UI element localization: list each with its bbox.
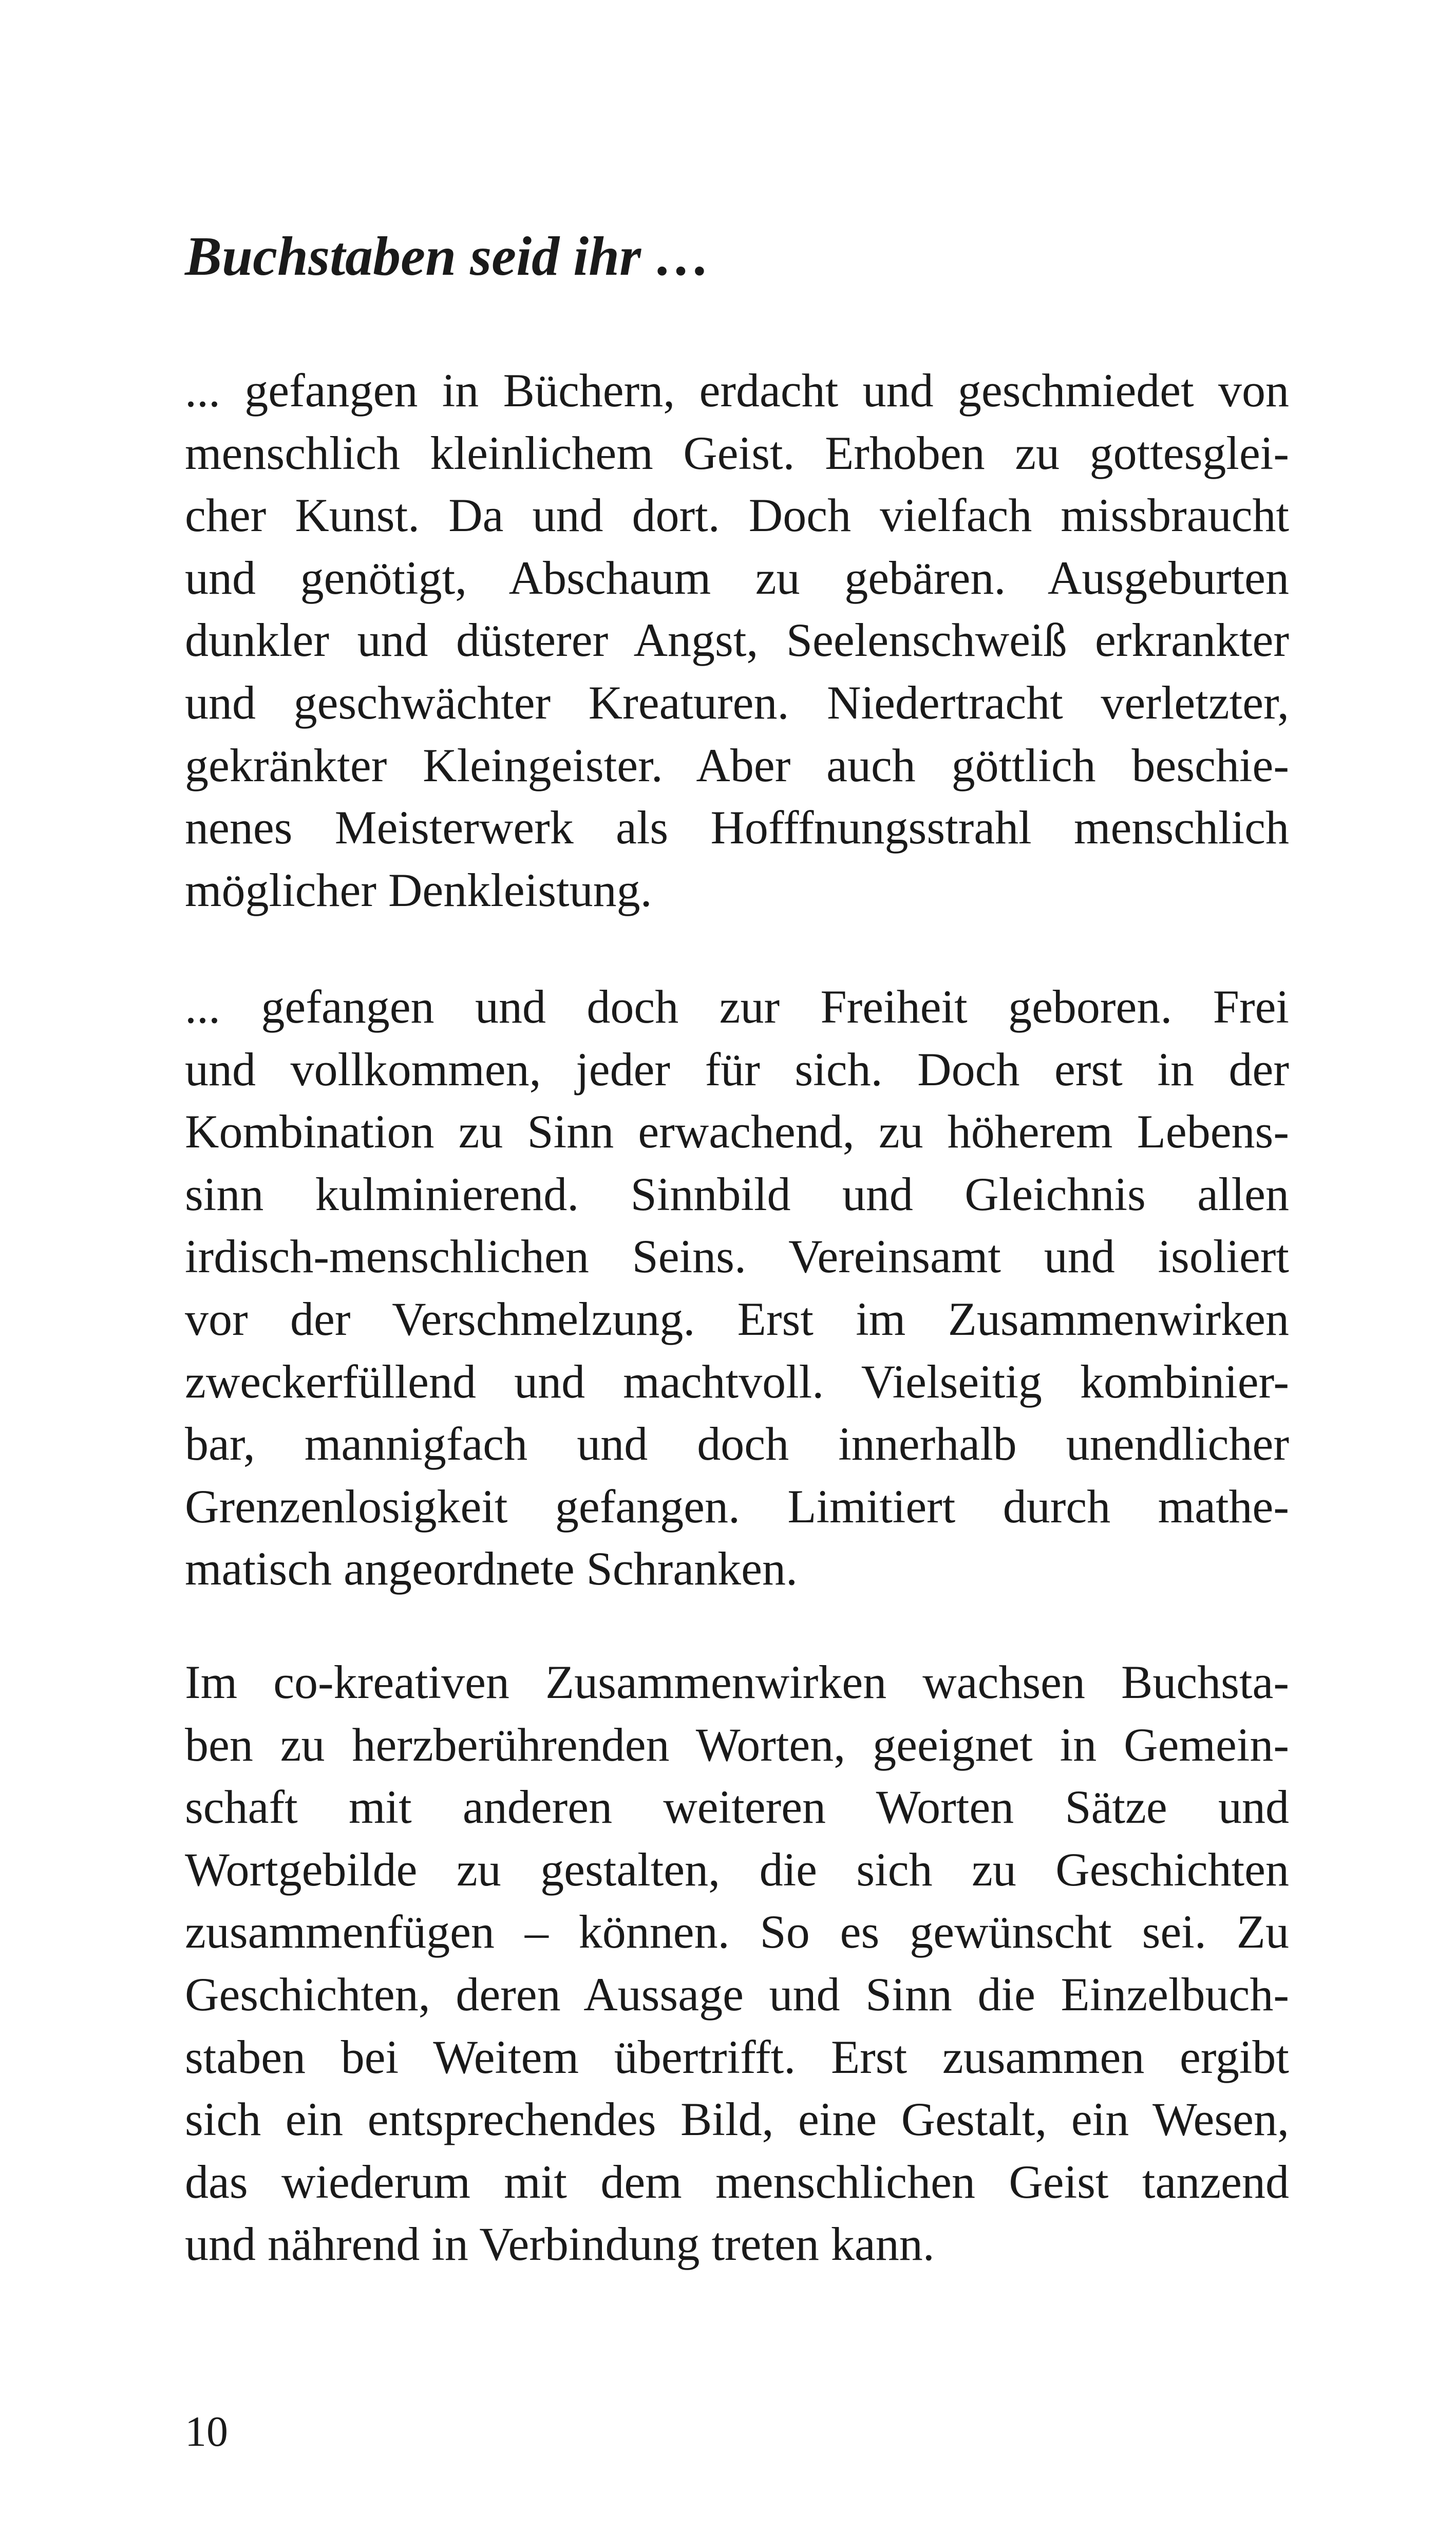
text-line: dunkler und düsterer Angst, Seelenschweiß erkrankter bbox=[185, 614, 1289, 667]
text-line: vor der Verschmelzung. Erst im Zusammenwirken bbox=[185, 1292, 1289, 1345]
text-line: ... gefangen in Büchern, erdacht und geschmiedet von bbox=[185, 364, 1289, 417]
text-line: matisch angeordnete Schranken. bbox=[185, 1542, 798, 1595]
text-line: zusammenfügen – können. So es gewünscht sei. Zu bbox=[185, 1905, 1289, 1958]
text-line: ben zu herzberührenden Worten, geeignet in Gemein- bbox=[185, 1718, 1289, 1771]
text-line: bar, mannigfach und doch innerhalb unendlicher bbox=[185, 1418, 1289, 1470]
page-number: 10 bbox=[185, 2408, 228, 2456]
text-line: sinn kulminierend. Sinnbild und Gleichnis allen bbox=[185, 1167, 1289, 1220]
text-line: irdisch-menschlichen Seins. Vereinsamt und isoliert bbox=[185, 1230, 1289, 1283]
text-line: das wiederum mit dem menschlichen Geist tanzend bbox=[185, 2155, 1289, 2208]
text-line: ... gefangen und doch zur Freiheit geboren. Frei bbox=[185, 980, 1289, 1033]
text-line: Wortgebilde zu gestalten, die sich zu Geschichten bbox=[185, 1843, 1289, 1896]
paragraph-1 bbox=[185, 360, 1289, 921]
text-line: sich ein entsprechendes Bild, eine Gestalt, ein Wesen, bbox=[185, 2093, 1289, 2146]
text-line: Im co-kreativen Zusammenwirken wachsen Buchsta- bbox=[185, 1656, 1289, 1708]
text-line: menschlich kleinlichem Geist. Erhoben zu gottesglei- bbox=[185, 426, 1289, 479]
text-line: und genötigt, Abschaum zu gebären. Ausgeburten bbox=[185, 551, 1289, 604]
text-line: gekränkter Kleingeister. Aber auch göttlich beschie- bbox=[185, 739, 1289, 791]
text-line: möglicher Denkleistung. bbox=[185, 863, 652, 916]
text-line: zweckerfüllend und machtvoll. Vielseitig kombinier- bbox=[185, 1355, 1289, 1408]
text-line: Kombination zu Sinn erwachend, zu höherem Lebens- bbox=[185, 1105, 1289, 1158]
chapter-title: Buchstaben seid ihr … bbox=[185, 226, 711, 287]
paragraph-3 bbox=[185, 1651, 1289, 2276]
text-line: und geschwächter Kreaturen. Niedertracht verletzter, bbox=[185, 676, 1289, 729]
text-line: Geschichten, deren Aussage und Sinn die Einzelbuch- bbox=[185, 1968, 1289, 2021]
text-line: Grenzenlosigkeit gefangen. Limitiert durch mathe- bbox=[185, 1480, 1289, 1533]
text-line: nenes Meisterwerk als Hofffnungsstrahl menschlich bbox=[185, 801, 1289, 854]
text-line: schaft mit anderen weiteren Worten Sätze und bbox=[185, 1781, 1289, 1834]
text-line: und vollkommen, jeder für sich. Doch erst in der bbox=[185, 1043, 1289, 1096]
text-line: cher Kunst. Da und dort. Doch vielfach missbraucht bbox=[185, 489, 1289, 542]
paragraph-2 bbox=[185, 976, 1289, 1600]
text-line: staben bei Weitem übertrifft. Erst zusammen ergibt bbox=[185, 2030, 1289, 2083]
text-line: und nährend in Verbindung treten kann. bbox=[185, 2218, 935, 2271]
